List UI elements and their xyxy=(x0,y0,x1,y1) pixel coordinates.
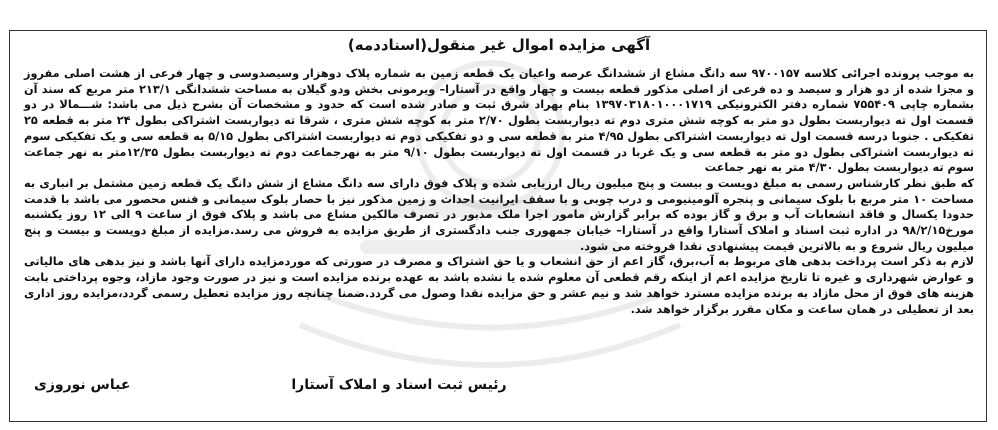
page-title: آگهی مزایده اموال غیر منقول(اسناددمه) xyxy=(347,36,651,54)
notice-paragraph: لازم به ذکر است پرداخت بدهی های مربوط به آب،برق، گاز اعم از حق انشعاب و یا حق اشتراک و مصرف در صورتی که موردمزایده دارای آنها باشد و نیز بدهی های مالیاتی و عوارض شهرداری و غیره تا تاریخ مزایده اعم از اینکه رقم قطعی آن معلوم شده یا نشده باشد به عهده برنده مزایده است و نیز در صورت وجود مازاد، وجوه پرداختی بابت هزینه های فوق از محل مازاد به برنده مزایده مسترد خواهد شد و نیم عشر و حق مزایده نقدا وصول می گردد.ضمنا چنانچه روز مزایده تعطیل رسمی گردد،مزایده روز اداری بعد از تعطیلی در همان ساعت و مکان مقرر برگزار خواهد شد. xyxy=(24,255,974,316)
notice-paragraph: به موجب پرونده اجرائی کلاسه ۹۷۰۰۱۵۷ سه دانگ مشاع از ششدانگ عرصه واعیان یک قطعه زمین به شماره پلاک دوهزار وسیصدوسی و چهار فرعی از هشت اصلی مفروز و مجزا شده از دو هزار و سیصد و ده فرعی از اصلی مذکور قطعه بیست و چهار واقع در آستارا– ویرمونی بخش ودو گیلان به مساحت ششدانگی ۲۱۳/۱ متر مربع که سند آن بشماره چاپی ۷۵۵۴۰۹ شماره دفتر الکترونیکی ۱۳۹۷۰۳۱۸۰۱۰۰۰۱۷۱۹ بنام بهراد شرق ثبت و صادر شده است که حدود و مشخصات آن بشرح ذیل می باشد: شـــمالا در دو قسمت اول ته دیواربست بطول دو متر به کوچه شش متری دوم ته دیواربست بطول ۲/۷۰ متر به کوچه شش متری ، شرقا ته دیواربست اشتراکی بطول ۲۴ متر به قطعه ۲۵ تفکیکی . جنوبا درسه قسمت اول ته دیواربست اشتراکی بطول ۴/۹۵ متر به قطعه سی و دو تفکیکی دوم ته دیواربست اشتراکی بطول ۵/۱۵ به قطعه سی و یک تفکیکی سوم ته دیواربست اشتراکی بطول دو متر به قطعه سی و یک غربا در قسمت اول ته دیواربست بطول ۹/۱۰ متر به نهرجماعت دوم ته دیواربست بطول ۱۲/۳۵متر به نهر جماعت سوم ته دیواربست بطول ۴/۳۰ متر به نهر جماعت xyxy=(24,67,975,175)
notice-paragraph: که طبق نظر کارشناس رسمی به مبلغ دویست و بیست و پنج میلیون ریال ارزیابی شده و پلاک فوق دارای سه دانگ مشاع از شش دانگ یک قطعه زمین مشتمل بر انباری به مساحت ۱۰ متر مربع با بلوک سیمانی و پنجره آلومینیومی و درب چوبی و با سقف ایرانیت احداث و زمین مذکور نیز با حصار بلوک سیمانی و فنس محصور می باشد با قدمت حدودا یکسال و فاقد انشعابات آب و برق و گاز بوده که برابر گزارش مامور اجرا ملک مذبور در تصرف مالکین مشاع می باشد و پلاک فوق از ساعت ۹ الی ۱۲ روز یکشنبه مورخ۹۸/۲/۱۵ در اداره ثبت اسناد و املاک آستارا واقع در آستارا– خیابان جمهوری جنب دادگستری از طریق مزایده به فروش می رسد.مزایده از مبلغ دویست و بیست و پنج میلیون ریال شروع و به بالاترین قیمت پیشنهادی نقدا فروخته می شود. xyxy=(24,176,975,253)
signature-name: عباس نوروزی xyxy=(34,377,131,393)
signature-title: رئیس ثبت اسناد و املاک آستارا xyxy=(291,377,507,393)
notice-body xyxy=(24,66,974,317)
